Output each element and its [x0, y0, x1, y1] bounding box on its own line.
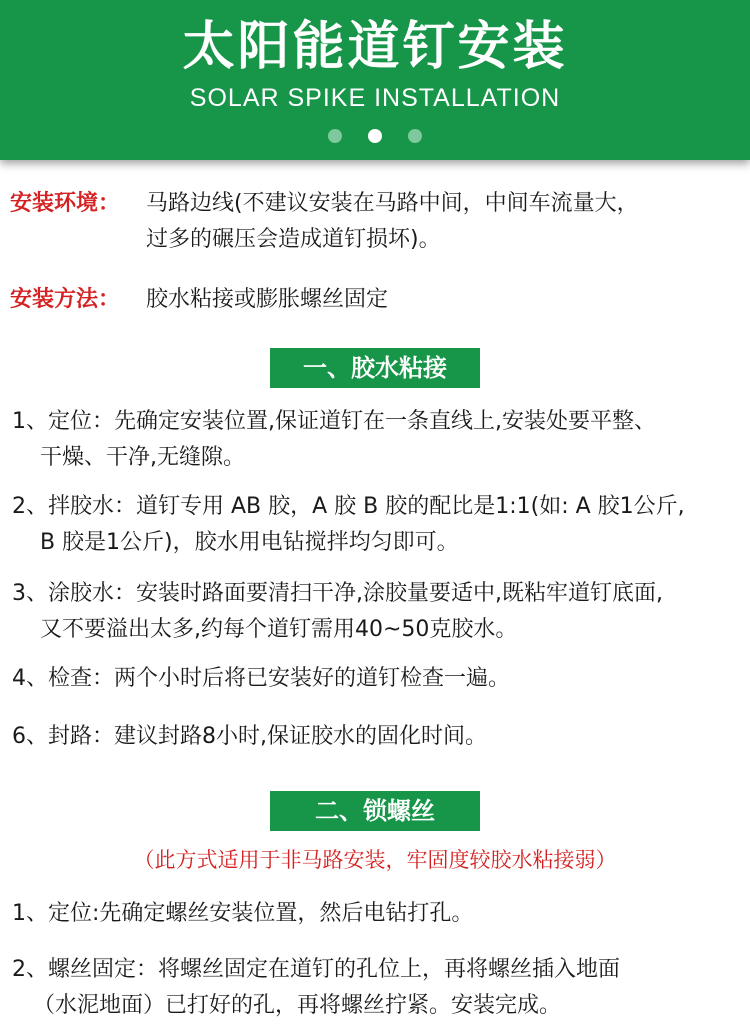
page-subtitle: SOLAR SPIKE INSTALLATION — [189, 84, 561, 112]
list-item-line: 干燥、干净,无缝隙。 — [12, 445, 245, 470]
environment-text-line: 马路边线(不建议安装在马路中间，中间车流量大， — [146, 191, 639, 216]
list-item — [12, 719, 747, 755]
pager-dot[interactable] — [408, 129, 422, 143]
list-item — [12, 404, 747, 476]
list-item-line: 6、封路：建议封路8小时,保证胶水的固化时间。 — [12, 724, 487, 749]
list-item-line: B 胶是1公斤)，胶水用电钻搅拌均匀即可。 — [12, 530, 459, 555]
section-title-glue: 一、胶水粘接 — [270, 348, 480, 388]
environment-text-line: 过多的碾压会造成道钉损坏)。 — [146, 227, 441, 252]
environment-label: 安装环境： — [10, 191, 121, 216]
method-text: 胶水粘接或膨胀螺丝固定 — [146, 287, 389, 312]
method-label: 安装方法： — [10, 287, 121, 312]
list-item-line: 1、定位：先确定安装位置,保证道钉在一条直线上,安装处要平整、 — [12, 409, 656, 434]
list-item — [12, 489, 747, 561]
list-item-line: 又不要溢出太多,约每个道钉需用40~50克胶水。 — [12, 617, 518, 642]
pager-dots — [0, 129, 750, 143]
pager-dot[interactable] — [328, 129, 342, 143]
list-item — [12, 896, 747, 932]
list-item — [12, 952, 747, 1024]
environment-text — [146, 186, 746, 258]
list-item-line: 4、检查：两个小时后将已安装好的道钉检查一遍。 — [12, 666, 510, 691]
pager-dot-active[interactable] — [368, 129, 382, 143]
section-title-screw: 二、锁螺丝 — [270, 791, 480, 831]
header-banner — [0, 0, 750, 160]
list-item — [12, 576, 747, 648]
list-item-line: 3、涂胶水：安装时路面要清扫干净,涂胶量要适中,既粘牢道钉底面, — [12, 581, 663, 606]
page-title: 太阳能道钉安装 — [182, 17, 568, 77]
list-item-line: 1、定位:先确定螺丝安装位置，然后电钻打孔。 — [12, 901, 474, 926]
list-item-line: 2、螺丝固定：将螺丝固定在道钉的孔位上，再将螺丝插入地面 — [12, 957, 620, 982]
section-note: （此方式适用于非马路安装，牢固度较胶水粘接弱） — [133, 848, 617, 872]
list-item-line: （水泥地面）已打好的孔，再将螺丝拧紧。安装完成。 — [12, 993, 561, 1018]
list-item — [12, 661, 747, 697]
list-item-line: 2、拌胶水：道钉专用 AB 胶，A 胶 B 胶的配比是1:1(如: A 胶1公斤, — [12, 494, 685, 519]
